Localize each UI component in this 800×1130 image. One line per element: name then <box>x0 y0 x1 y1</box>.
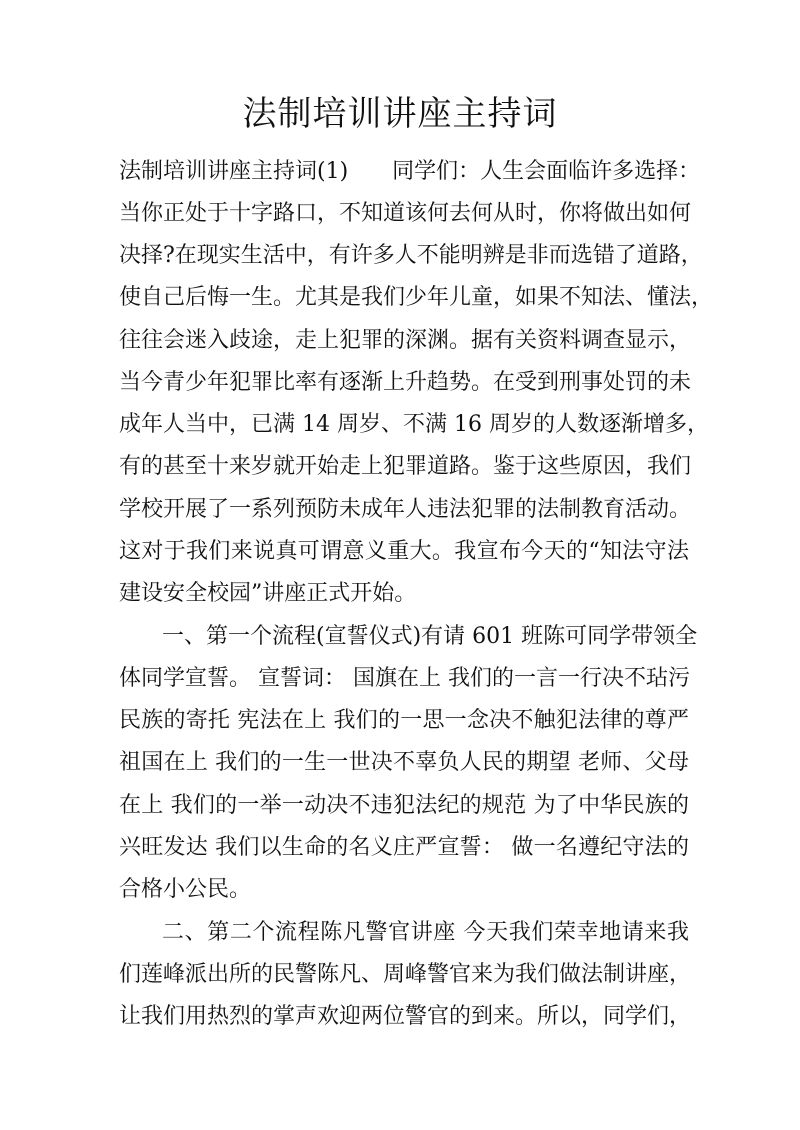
paragraph-line: 学校开展了一系列预防未成年人违法犯罪的法制教育活动。 <box>119 497 692 522</box>
paragraph-line: 法制培训讲座主持词(1) 同学们：人生会面临许多选择： <box>119 159 701 184</box>
paragraph-line: 一、第一个流程(宣誓仪式)有请 601 班陈可同学带领全 <box>162 624 698 649</box>
paragraph-line: 二、第二个流程陈凡警官讲座 今天我们荣幸地请来我 <box>162 920 689 945</box>
paragraph-line: 使自己后悔一生。尤其是我们少年儿童，如果不知法、懂法， <box>119 285 714 310</box>
paragraph-line: 民族的寄托 宪法在上 我们的一思一念决不触犯法律的尊严 <box>119 708 689 733</box>
paragraph-line: 当今青少年犯罪比率有逐渐上升趋势。在受到刑事处罚的未 <box>119 370 692 395</box>
document-title: 法制培训讲座主持词 <box>242 94 558 134</box>
paragraph-line: 成年人当中，已满 14 周岁、不满 16 周岁的人数逐渐增多， <box>119 412 709 437</box>
paragraph-line: 决择?在现实生活中，有许多人不能明辨是非而选错了道路， <box>119 243 703 268</box>
paragraph-line: 们莲峰派出所的民警陈凡、周峰警官来为我们做法制讲座， <box>119 962 692 987</box>
paragraph-line: 祖国在上 我们的一生一世决不辜负人民的期望 老师、父母 <box>119 750 689 775</box>
paragraph-line: 体同学宣誓。 宣誓词： 国旗在上 我们的一言一行决不玷污 <box>119 666 690 691</box>
paragraph-line: 在上 我们的一举一动决不违犯法纪的规范 为了中华民族的 <box>119 793 689 818</box>
paragraph-line: 兴旺发达 我们以生命的名义庄严宣誓： 做一名遵纪守法的 <box>119 835 689 860</box>
paragraph-line: 合格小公民。 <box>119 877 252 902</box>
paragraph-line: 建设安全校园”讲座正式开始。 <box>119 581 417 606</box>
paragraph-line: 往往会迷入歧途，走上犯罪的深渊。据有关资料调查显示， <box>119 328 692 353</box>
paragraph-line: 有的甚至十来岁就开始走上犯罪道路。鉴于这些原因，我们 <box>119 454 692 479</box>
paragraph-line: 当你正处于十字路口，不知道该何去何从时，你将做出如何 <box>119 201 692 226</box>
paragraph-line: 这对于我们来说真可谓意义重大。我宣布今天的“知法守法 <box>119 539 689 564</box>
paragraph-line: 让我们用热烈的掌声欢迎两位警官的到来。所以，同学们， <box>119 1004 692 1029</box>
